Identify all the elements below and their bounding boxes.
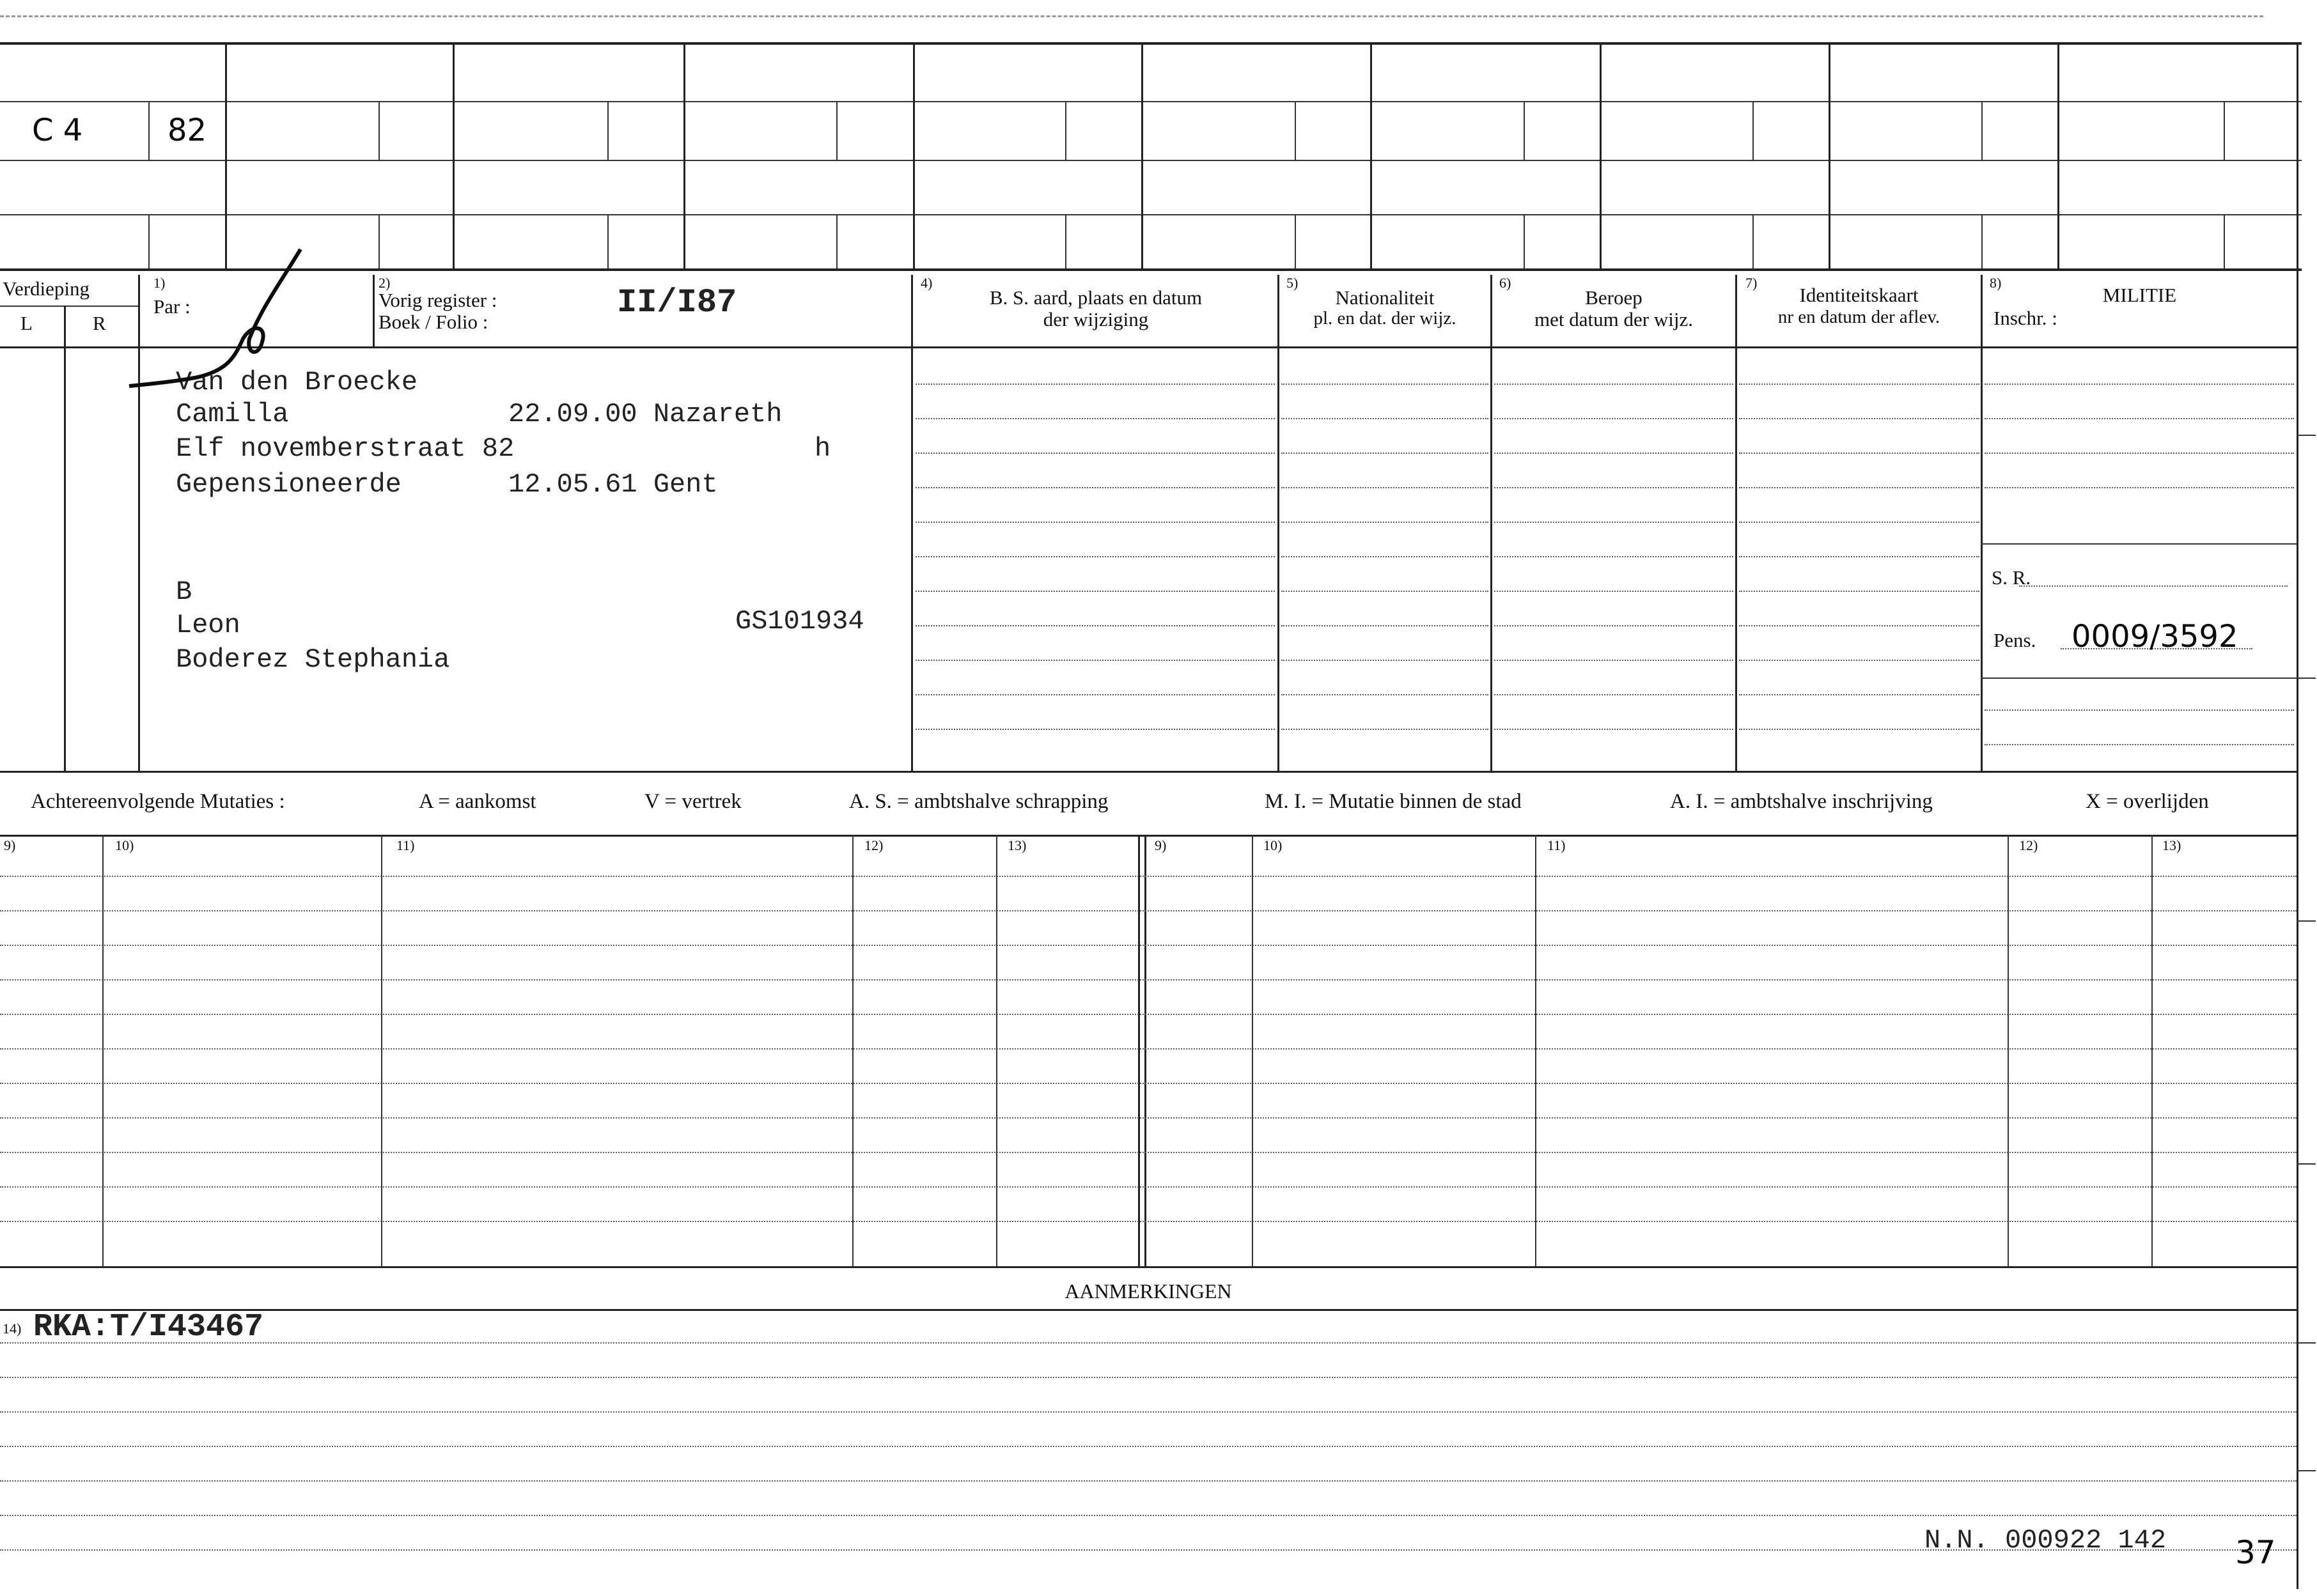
bs-header-line1: B. S. aard, plaats en datum [989, 286, 1203, 309]
nationaliteit-subheader: pl. en dat. der wijz. [1313, 308, 1456, 329]
ruled-line [1985, 418, 2294, 419]
sr-label: S. R. [1992, 566, 2031, 589]
ruled-line [916, 384, 1275, 385]
ruled-line [1494, 522, 1733, 523]
ruled-line [1739, 384, 1979, 385]
ruled-line [1494, 694, 1733, 695]
legend-as: A. S. = ambtshalve schrapping [849, 790, 1109, 813]
footer-page-number: 37 [2235, 1534, 2276, 1571]
par-label: Par : [153, 295, 191, 318]
ruled-line [916, 418, 1275, 419]
spouse-name: Leon [176, 610, 240, 640]
person-occupation: Gepensioneerde [176, 469, 402, 500]
beroep-number: 6) [1499, 275, 1511, 291]
ruled-line [1281, 625, 1488, 626]
vorig-register-label: Vorig register : [378, 289, 497, 311]
nationaliteit-header: Nationaliteit [1335, 286, 1435, 309]
ruled-line [1494, 591, 1733, 592]
ruled-line [916, 729, 1275, 730]
ruled-line [1739, 694, 1979, 695]
person-surname: Van den Broecke [176, 367, 418, 398]
ruled-line [1494, 453, 1733, 454]
ruled-line [1281, 522, 1488, 523]
ruled-line [0, 1117, 2297, 1119]
ruled-line [1281, 591, 1488, 592]
mut-col-13-b: 13) [2162, 837, 2181, 853]
mut-col-10-a: 10) [115, 837, 134, 853]
mut-col-10-b: 10) [1263, 837, 1283, 853]
person-birth: 22.09.00 Nazareth [508, 399, 783, 430]
bs-header-line2: der wijziging [1043, 308, 1149, 330]
ruled-line [916, 694, 1275, 695]
ruled-line [1494, 556, 1733, 557]
mut-col-12-b: 12) [2019, 837, 2038, 853]
district-code: C 4 [32, 112, 83, 148]
spouse-initial: B [176, 577, 192, 607]
ruled-line [1494, 729, 1733, 730]
ruled-line [1494, 487, 1733, 488]
ruled-line [0, 1411, 2297, 1413]
verdieping-r: R [93, 312, 106, 334]
remarks-value: RKA:T/I43467 [33, 1309, 264, 1345]
ruled-line [1494, 660, 1733, 661]
verdieping-label: Verdieping [3, 277, 90, 300]
ruled-line [916, 522, 1275, 523]
beroep-header: Beroep [1585, 286, 1642, 309]
person-address: Elf novemberstraat 82 [176, 433, 515, 464]
ruled-line [1739, 418, 1979, 419]
ruled-line [1281, 384, 1488, 385]
identiteitskaart-subheader: nr en datum der aflev. [1777, 307, 1940, 327]
ruled-line [1281, 418, 1488, 419]
ruled-line [916, 660, 1275, 661]
par-mark-icon [121, 243, 326, 396]
ruled-line [916, 591, 1275, 592]
pens-value: 0009/3592 [2071, 619, 2238, 655]
beroep-subheader: met datum der wijz. [1534, 308, 1693, 330]
vorig-register-value: II/I87 [617, 284, 737, 322]
mother-name: Boderez Stephania [176, 644, 450, 675]
person-firstname: Camilla [176, 399, 289, 430]
ruled-line [916, 625, 1275, 626]
ruled-line [1985, 384, 2294, 385]
ruled-line [0, 1014, 2297, 1015]
legend-title: Achtereenvolgende Mutaties : [31, 790, 285, 813]
ruled-line [1739, 591, 1979, 592]
ruled-line [0, 945, 2297, 946]
ruled-line [1739, 487, 1979, 488]
ruled-line [1281, 729, 1488, 730]
ruled-line [0, 1048, 2297, 1050]
ruled-line [1494, 625, 1733, 626]
mut-col-12-a: 12) [864, 837, 884, 853]
ruled-line [0, 1342, 2297, 1344]
pens-label: Pens. [1993, 629, 2036, 651]
ruled-line [0, 1186, 2297, 1188]
ruled-line [0, 1377, 2297, 1378]
person-occupation-date: 12.05.61 Gent [508, 469, 718, 500]
legend-ai: A. I. = ambtshalve inschrijving [1670, 790, 1933, 813]
ruled-line [1494, 418, 1733, 419]
ruled-line [1281, 556, 1488, 557]
ruled-line [1739, 660, 1979, 661]
ruled-line [0, 910, 2297, 911]
ruled-line [1281, 694, 1488, 695]
ruled-line [0, 1083, 2297, 1084]
nat-number: 5) [1286, 275, 1299, 291]
ruled-line [916, 487, 1275, 488]
ruled-line [1281, 453, 1488, 454]
spouse-code: GS101934 [735, 606, 864, 637]
vorig-number: 2) [378, 275, 391, 291]
footer-nn: N.N. 000922 142 [1924, 1525, 2167, 1556]
bs-number: 4) [921, 275, 933, 291]
ruled-line [1739, 453, 1979, 454]
ruled-line [0, 1221, 2297, 1222]
militie-number: 8) [1990, 275, 2002, 291]
ruled-line [0, 979, 2297, 980]
legend-v: V = vertrek [644, 790, 742, 813]
ruled-line [0, 876, 2297, 877]
mut-col-11-a: 11) [396, 837, 415, 853]
ruled-line [1739, 729, 1979, 730]
inschr-label: Inschr. : [1993, 307, 2057, 329]
ruled-line [1281, 660, 1488, 661]
ruled-line [1739, 556, 1979, 557]
legend-mi: M. I. = Mutatie binnen de stad [1265, 790, 1522, 813]
ruled-line [916, 453, 1275, 454]
ruled-line [1281, 487, 1488, 488]
id-number: 7) [1745, 275, 1758, 291]
ruled-line [1985, 744, 2294, 745]
ruled-line [916, 556, 1275, 557]
mut-col-9-b: 9) [1155, 837, 1167, 853]
ruled-line [0, 1446, 2297, 1447]
identiteitskaart-header: Identiteitskaart [1799, 284, 1919, 306]
verdieping-l: L [20, 312, 33, 334]
remarks-title: AANMERKINGEN [1065, 1280, 1232, 1303]
boek-folio-label: Boek / Folio : [378, 311, 488, 333]
ruled-line [1494, 384, 1733, 385]
legend-x: X = overlijden [2086, 790, 2209, 813]
ruled-line [1985, 453, 2294, 454]
militie-header: MILITIE [2102, 284, 2177, 306]
ruled-line [0, 1480, 2297, 1482]
remarks-number: 14) [3, 1321, 22, 1336]
legend-a: A = aankomst [419, 790, 536, 813]
mut-col-9-a: 9) [4, 837, 16, 853]
ruled-line [1739, 625, 1979, 626]
ruled-line [0, 1515, 2297, 1516]
mut-col-11-b: 11) [1547, 837, 1566, 853]
par-number: 1) [153, 275, 166, 291]
person-marker: h [815, 433, 831, 464]
house-number: 82 [168, 112, 207, 148]
ruled-line [1985, 487, 2294, 488]
ruled-line [0, 1152, 2297, 1153]
mut-col-13-a: 13) [1008, 837, 1027, 853]
ruled-line [1985, 709, 2294, 711]
ruled-line [1739, 522, 1979, 523]
